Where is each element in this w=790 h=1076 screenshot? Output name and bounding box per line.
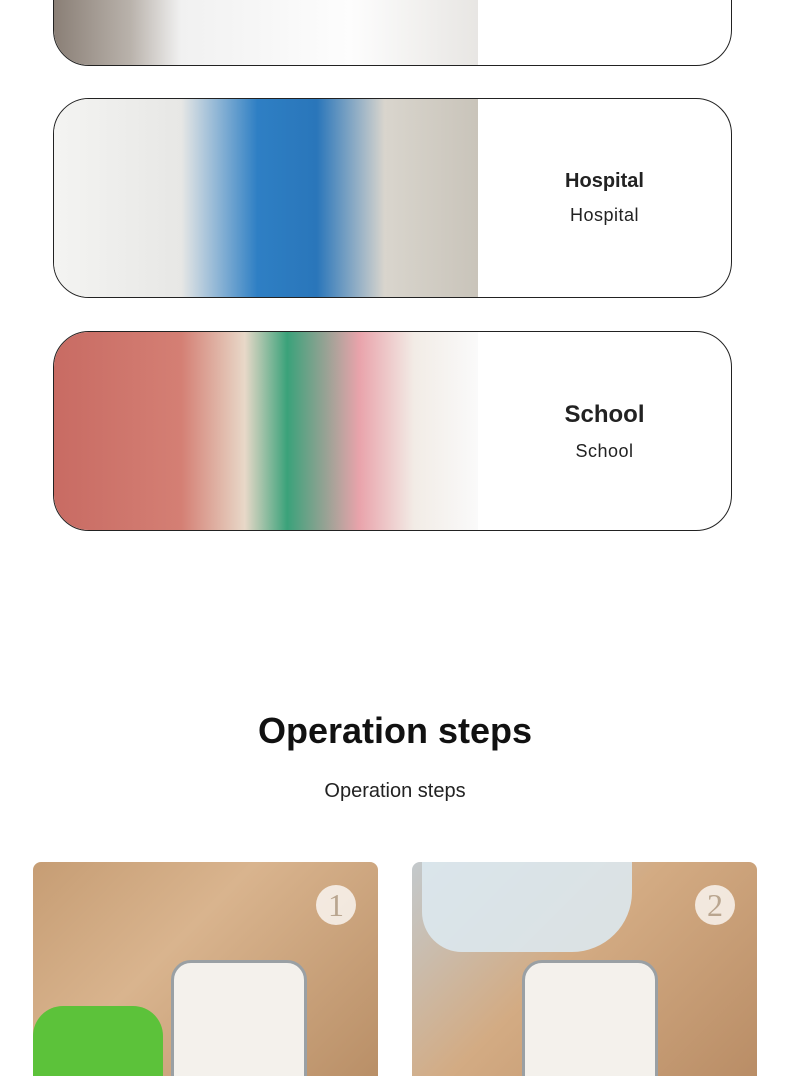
step-number-badge: 2: [695, 885, 735, 925]
water-pitcher-illustration: [422, 862, 632, 952]
sink-handwashing-photo: [54, 0, 478, 65]
scene-card-school: [53, 331, 732, 531]
step-2-image: [412, 862, 757, 1076]
dispenser-illustration: [171, 960, 307, 1076]
scene-card-bathroom: [53, 0, 732, 66]
dispenser-illustration: [522, 960, 658, 1076]
hospital-nurse-handwashing-photo: [54, 99, 478, 297]
scene-card-hospital: [53, 98, 732, 298]
step-1-image: [33, 862, 378, 1076]
school-children-handwashing-photo: [54, 332, 478, 530]
section-title: Operation steps: [257, 710, 533, 751]
scene-subtext: School: [575, 440, 634, 461]
scene-subtext: Hospital: [569, 205, 640, 225]
scene-heading: Hospital: [565, 170, 644, 192]
step-number-badge: 1: [316, 885, 356, 925]
section-subtitle: Operation steps: [324, 780, 466, 802]
soap-bottle-illustration: [33, 1006, 163, 1076]
scene-heading: School: [564, 400, 645, 428]
